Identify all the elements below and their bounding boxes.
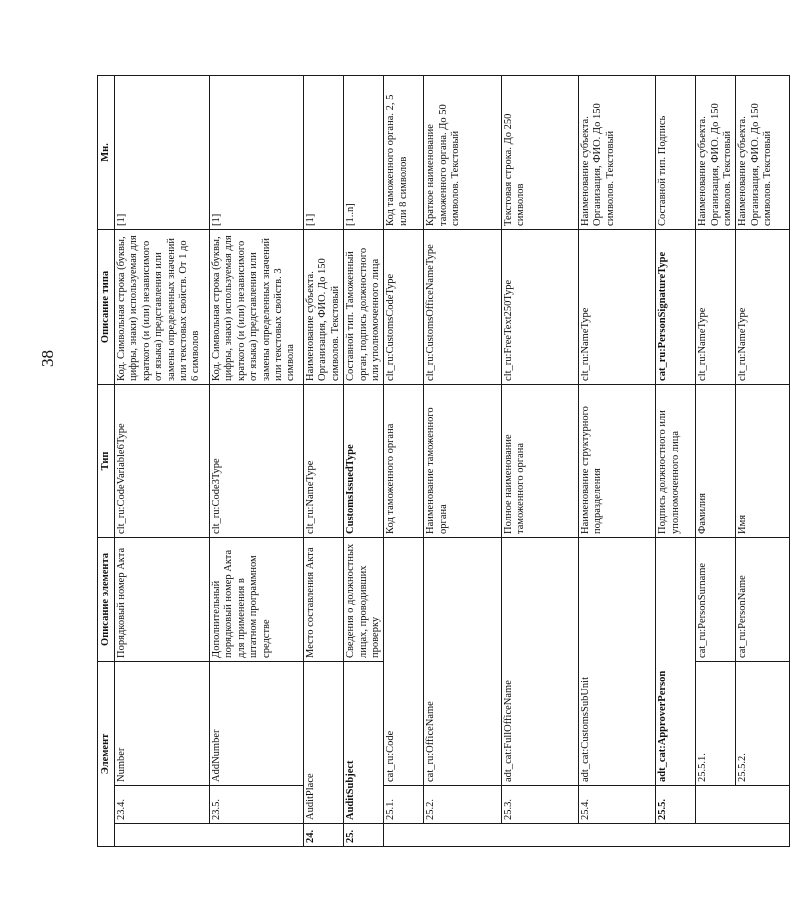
header-multiplicity: Мн. [98, 75, 115, 229]
row-element: AddNumber [210, 661, 304, 785]
row-type-description: Наименование субъекта. Организация, ФИО. До 150 символов. Текстовый [578, 75, 655, 229]
row-type: clt_ru:FreeText250Type [501, 229, 578, 384]
row-number: 24. [304, 824, 344, 847]
header-type: Тип [98, 384, 115, 537]
row-multiplicity: [1] [304, 75, 344, 229]
row-element: cat_ru:OfficeName [424, 537, 501, 785]
row-type: cat_ru:PersonSignatureType [656, 229, 696, 384]
row-type: CustomsIssuedType [344, 384, 384, 537]
table-row [736, 75, 790, 846]
table-row [210, 75, 304, 846]
row-type: clt_ru:NameType [304, 384, 344, 537]
row-description: Место составления Акта [304, 537, 344, 661]
elements-table [97, 75, 790, 847]
row-number: 25.1. [384, 786, 424, 824]
header-element: Элемент [98, 661, 115, 846]
row-number: 25.3. [501, 786, 578, 824]
row-multiplicity: [1] [210, 75, 304, 229]
row-description: Полное наименование таможенного органа [501, 384, 578, 537]
row-multiplicity: [1] [115, 75, 210, 229]
table-row [578, 75, 655, 846]
table-row [501, 75, 578, 846]
row-element: cat_ru:PersonSurname [696, 537, 736, 661]
row-element: cat_ru:PersonName [736, 537, 790, 661]
row-number: 25.4. [578, 786, 655, 824]
table-row [115, 75, 210, 846]
row-multiplicity: [1..n] [344, 75, 384, 229]
row-type: clt_ru:Code3Type [210, 384, 304, 537]
row-type-description: Код. Символьная строка (буквы, цифры, знаки) используемая для краткого (и (или) независимого от языка) представления или замены определенных значений или текстовых свойств. 3 символа [210, 229, 304, 384]
header-type-description: Описание типа [98, 229, 115, 384]
row-type-description: Наименование субъекта. Организация, ФИО. До 150 символов. Текстовый [736, 75, 790, 229]
row-type: clt_ru:CodeVariable6Type [115, 384, 210, 537]
row-type: clt_ru:NameType [736, 229, 790, 384]
row-number: 25.2. [424, 786, 501, 824]
row-number: 25.5.1. [696, 661, 736, 785]
row-type-description: Составной тип. Таможенный орган, подпись должностного или уполномоченного лица [344, 229, 384, 384]
row-number: 25.5.2. [736, 661, 790, 785]
row-element: Number [115, 661, 210, 785]
table-row [656, 75, 696, 846]
indent-cell [696, 786, 790, 824]
row-type-description: Краткое наименование таможенного органа. До 50 символов. Текстовый [424, 75, 501, 229]
row-type-description: Код. Символьная строка (буквы, цифры, знаки) используемая для краткого (и (или) независимого от языка) представления или замены определенных значений или текстовых свойств. От 1 до 6 символов [115, 229, 210, 384]
row-type: clt_ru:NameType [696, 229, 736, 384]
row-element: adt_cat:ApproverPerson [656, 537, 696, 785]
row-type: clt_ru:CustomsCodeType [384, 229, 424, 384]
row-description: Дополнительный порядковый номер Акта для применения в штатном программном средстве [210, 537, 304, 661]
row-description: Сведения о должностных лицах, проводивших проверку [344, 537, 384, 661]
row-element: adt_cat:FullOfficeName [501, 537, 578, 785]
table-header-row [98, 75, 115, 846]
row-description: Порядковый номер Акта [115, 537, 210, 661]
header-element-description: Описание элемента [98, 537, 115, 661]
row-description: Наименование структурного подразделения [578, 384, 655, 537]
row-number: 25.5. [656, 786, 696, 824]
row-number: 25. [344, 824, 384, 847]
row-type-description: Код таможенного органа. 2, 5 или 8 символов [384, 75, 424, 229]
page-number: 38 [38, 350, 57, 367]
row-description: Наименование таможенного органа [424, 384, 501, 537]
row-element: adt_cat:CustomsSubUnit [578, 537, 655, 785]
indent-cell [384, 824, 790, 847]
row-type-description: Текстовая строка. До 250 символов [501, 75, 578, 229]
row-type-description: Наименование субъекта. Организация, ФИО. До 150 символов. Текстовый [304, 229, 344, 384]
row-description: Фамилия [696, 384, 736, 537]
row-type-description: Наименование субъекта. Организация, ФИО. До 150 символов. Текстовый [696, 75, 736, 229]
row-description: Имя [736, 384, 790, 537]
rotated-table-container [97, 76, 774, 847]
row-type-description: Составной тип. Подпись [656, 75, 696, 229]
indent-cell [115, 824, 304, 847]
row-element: AuditSubject [344, 661, 384, 823]
table-row [304, 75, 344, 846]
row-number: 23.5. [210, 786, 304, 824]
row-element: AuditPlace [304, 661, 344, 823]
row-number: 23.4. [115, 786, 210, 824]
row-description: Подпись должностного или уполномоченного лица [656, 384, 696, 537]
table-row [424, 75, 501, 846]
row-element: cat_ru:Code [384, 537, 424, 785]
table-row [344, 75, 384, 846]
row-description: Код таможенного органа [384, 384, 424, 537]
row-type: clt_ru:CustomsOfficeNameType [424, 229, 501, 384]
table-row [384, 75, 424, 846]
table-row [696, 75, 736, 846]
row-type: clt_ru:NameType [578, 229, 655, 384]
